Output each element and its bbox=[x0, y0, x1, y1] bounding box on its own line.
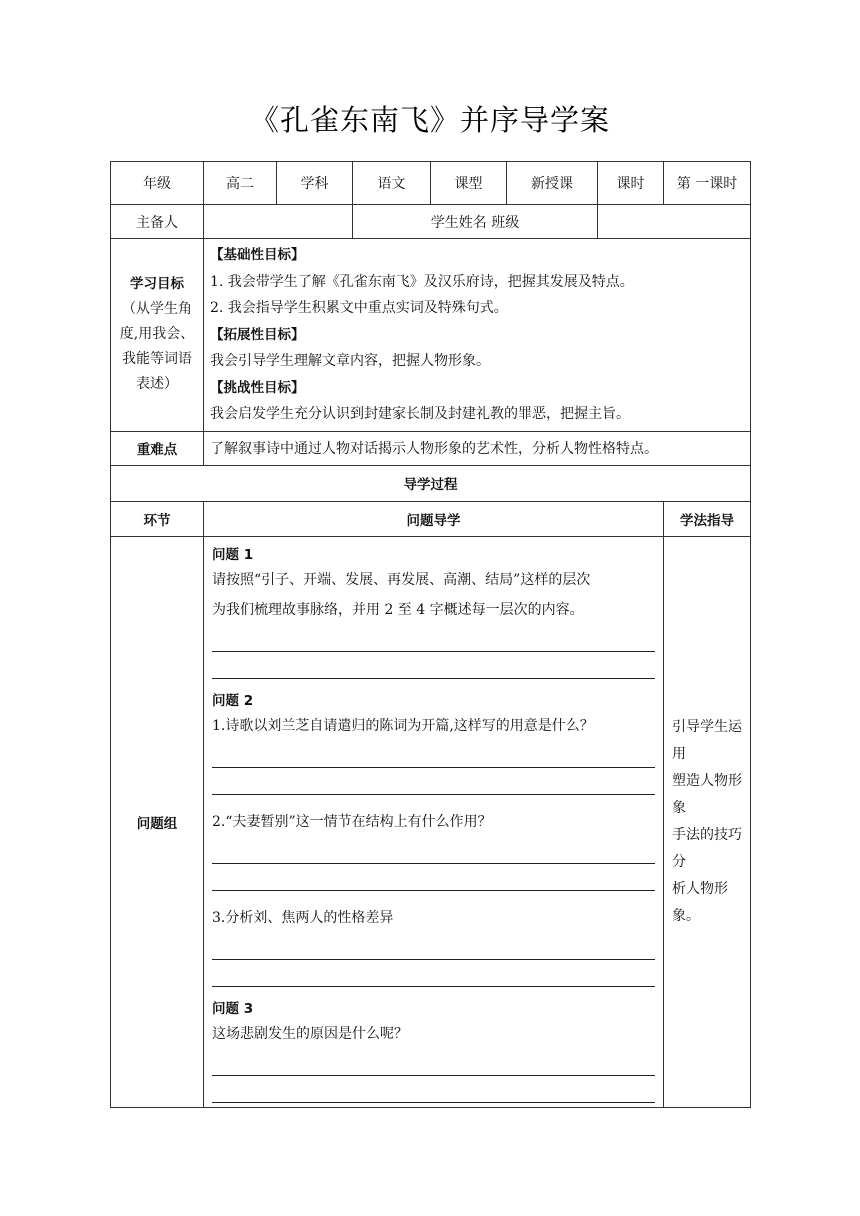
goals-label-cell bbox=[111, 239, 204, 432]
page-title: 《孔雀东南飞》并序导学案 bbox=[249, 103, 610, 137]
basic-goal-heading: 【基础性目标】 bbox=[210, 247, 305, 263]
goals-content bbox=[204, 239, 751, 432]
grade-label: 年级 bbox=[111, 162, 204, 205]
subject-value: 语文 bbox=[353, 162, 431, 205]
q3-text: 这场悲剧发生的原因是什么呢？ bbox=[212, 1025, 408, 1042]
goals-row bbox=[111, 239, 751, 432]
q2-item3-answer-line-2[interactable] bbox=[212, 960, 655, 987]
q2-item-3: 3.分析刘、焦两人的性格差异 bbox=[212, 909, 394, 926]
info-row-1 bbox=[111, 162, 751, 205]
grade-value: 高二 bbox=[204, 162, 277, 205]
q1-answer-line-1[interactable] bbox=[212, 625, 655, 652]
q3-answer-line-2[interactable] bbox=[212, 1076, 655, 1103]
questions-header: 问题导学 bbox=[204, 501, 664, 536]
extend-goal-1: 我会引导学生理解文章内容，把握人物形象。 bbox=[210, 353, 490, 369]
method-header: 学法指导 bbox=[664, 501, 751, 536]
lead-teacher-value[interactable] bbox=[204, 205, 353, 239]
q2-item1-answer-line-2[interactable] bbox=[212, 768, 655, 795]
lesson-plan-table bbox=[110, 161, 751, 1108]
q2-item1-answer-line-1[interactable] bbox=[212, 741, 655, 768]
goals-sub-4: 表述） bbox=[136, 376, 178, 393]
process-header: 导学过程 bbox=[111, 465, 751, 501]
q2-item2-answer-line-2[interactable] bbox=[212, 864, 655, 891]
basic-goal-2: 2. 我会指导学生积累文中重点实词及特殊句式。 bbox=[210, 300, 508, 316]
goals-sub-3: 我能等词语 bbox=[122, 351, 192, 368]
student-name-class-label: 学生姓名 班级 bbox=[353, 205, 598, 239]
q1-title: 问题 1 bbox=[212, 546, 254, 563]
lesson-type-value: 新授课 bbox=[507, 162, 598, 205]
questions-cell bbox=[204, 536, 664, 1107]
goals-sub-2: 度,用我会、 bbox=[119, 326, 195, 343]
info-row-2 bbox=[111, 205, 751, 239]
q2-item-1: 1.诗歌以刘兰芝自请遣归的陈词为开篇,这样写的用意是什么？ bbox=[212, 717, 594, 734]
q2-title: 问题 2 bbox=[212, 692, 254, 709]
student-name-class-value[interactable] bbox=[598, 205, 751, 239]
lead-teacher-label: 主备人 bbox=[111, 205, 204, 239]
q3-title: 问题 3 bbox=[212, 1000, 254, 1017]
q3-answer-line-1[interactable] bbox=[212, 1049, 655, 1076]
goals-sub-1: （从学生角 bbox=[122, 301, 192, 318]
key-points-text: 了解叙事诗中通过人物对话揭示人物形象的艺术性，分析人物性格特点。 bbox=[204, 431, 751, 465]
extend-goal-heading: 【拓展性目标】 bbox=[210, 326, 305, 343]
basic-goal-1: 1. 我会带学生了解《孔雀东南飞》及汉乐府诗，把握其发展及特点。 bbox=[210, 273, 634, 290]
lesson-type-label: 课型 bbox=[431, 162, 507, 205]
q1-answer-line-2[interactable] bbox=[212, 652, 655, 679]
guide-line-1: 引导学生运用 bbox=[672, 718, 742, 762]
q2-item2-answer-line-1[interactable] bbox=[212, 837, 655, 864]
subject-label: 学科 bbox=[277, 162, 353, 205]
key-points-label: 重难点 bbox=[111, 431, 204, 465]
period-label: 课时 bbox=[598, 162, 664, 205]
q1-line-1: 请按照“引子、开端、发展、再发展、高潮、结局”这样的层次 bbox=[212, 571, 591, 588]
guide-line-3: 手法的技巧分 bbox=[672, 826, 742, 870]
column-header-row bbox=[111, 501, 751, 536]
question-group-label: 问题组 bbox=[111, 536, 204, 1107]
challenge-goal-heading: 【挑战性目标】 bbox=[210, 379, 305, 396]
q2-item-2: 2.“夫妻暂别”这一情节在结构上有什么作用？ bbox=[212, 813, 492, 830]
q2-item3-answer-line-1[interactable] bbox=[212, 933, 655, 960]
guide-line-2: 塑造人物形象 bbox=[672, 772, 742, 816]
challenge-goal-1: 我会启发学生充分认识到封建家长制及封建礼教的罪恶，把握主旨。 bbox=[210, 406, 630, 422]
q1-line-2: 为我们梳理故事脉络，并用 2 至 4 字概述每一层次的内容。 bbox=[212, 601, 584, 618]
key-points-row bbox=[111, 431, 751, 465]
question-group-row bbox=[111, 536, 751, 1107]
stage-header: 环节 bbox=[111, 501, 204, 536]
goals-label: 学习目标 bbox=[130, 276, 184, 293]
guide-line-4: 析人物形象。 bbox=[672, 880, 728, 924]
process-header-row bbox=[111, 465, 751, 501]
method-guide-cell bbox=[664, 536, 751, 1107]
period-value: 第 一课时 bbox=[664, 162, 751, 205]
